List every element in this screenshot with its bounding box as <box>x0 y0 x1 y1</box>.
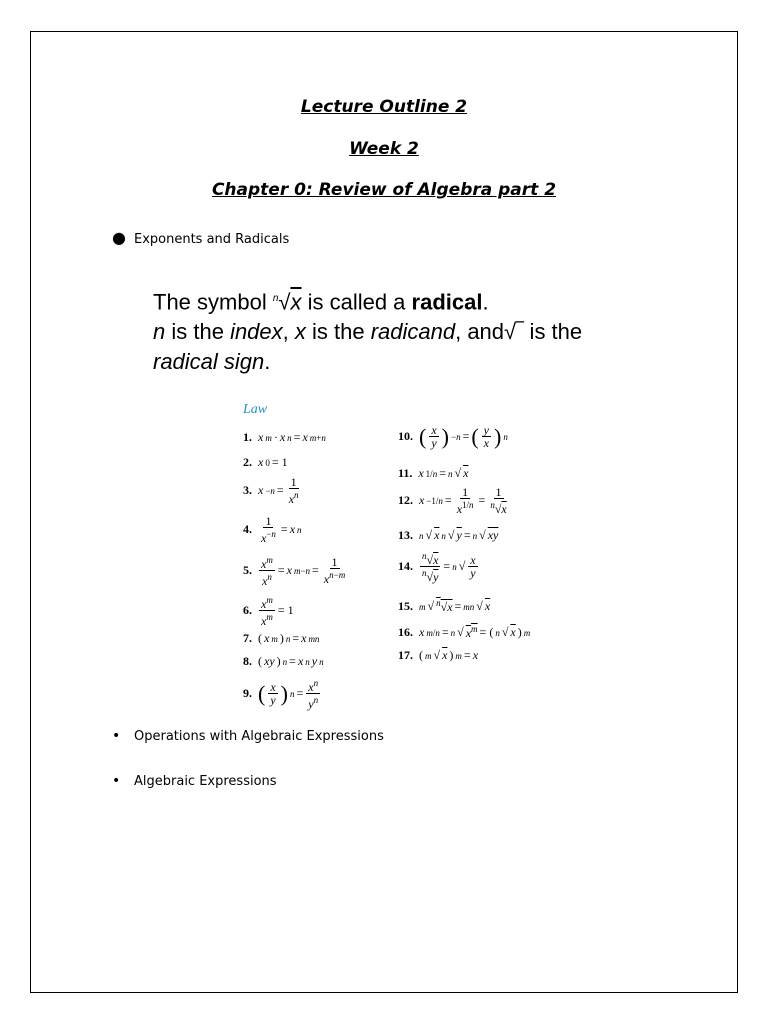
bullet-icon: • <box>112 728 121 744</box>
bullet-exponents <box>112 228 289 247</box>
law-17: 17. ( m √ x ) m = x <box>398 648 479 662</box>
law-13: 13. n √ x n √ y = n √ xy <box>398 528 499 542</box>
law-2: 2. x 0 = 1 <box>243 455 288 469</box>
bullet-text: Operations with Algebraic Expressions <box>134 729 384 744</box>
law-10: 10. ( $\frac{x}{y}$ ) −n = ( $\frac{y}{x}$ ) n <box>398 423 508 450</box>
law-7: 7. ( x m ) n = x mn <box>243 631 320 645</box>
radical-definition <box>153 284 623 377</box>
chapter-title: Chapter 0: Review of Algebra part 2 <box>211 180 557 200</box>
law-9: 9. ( $\frac{x}{y}$ ) n = $\frac{x^n}{y^n}$ <box>243 678 319 711</box>
law-15: 15. m √ $^n$√x = mn √ x <box>398 598 491 614</box>
law-11: 11. x 1/n = n √ x <box>398 466 469 480</box>
law-3: 3. x −n = $\frac{1}{x^n}$ <box>243 475 299 506</box>
bullet-text: Algebraic Expressions <box>134 774 277 789</box>
radical-sign-symbol: √‾ <box>504 319 524 345</box>
bullet-icon: ● <box>112 228 126 247</box>
lecture-title: Lecture Outline 2 <box>300 97 468 117</box>
law-5: 5. $\frac{x^m}{x^n}$ = x m−n = $\frac{1}{x^{n-m}}$ <box>243 555 346 588</box>
week-title: Week 2 <box>349 139 419 159</box>
bullet-operations <box>112 728 384 744</box>
radical-line-1: The symbol $^n$√x is called a radical. <box>153 284 623 317</box>
law-14: 14. $\frac{^n√x}{^n√y}$ = n √ $\frac{x}{y}$ <box>398 551 476 584</box>
law-12: 12. x −1/n = $\frac{1}{x^{1/n}}$ = $\frac{1}{^n√x}$ <box>398 485 507 516</box>
law-8: 8. ( xy ) n = x n y n <box>243 654 324 668</box>
law-1: 1. x m · x n = x m+n <box>243 430 326 444</box>
law-16: 16. x m/n = n √ $x^m$ = ( n √ x ) m <box>398 624 531 640</box>
bullet-algebraic-expressions <box>112 773 277 789</box>
bullet-text: Exponents and Radicals <box>134 232 290 247</box>
radical-line-2: n is the index, x is the radicand, and√‾ is the <box>153 317 623 347</box>
nth-root-x-symbol: $^n$√x <box>272 289 302 315</box>
law-6: 6. $\frac{x^m}{x^m}$ = 1 <box>243 595 294 628</box>
bullet-icon: • <box>112 773 121 789</box>
laws-title: Law <box>243 402 268 417</box>
law-4: 4. $\frac{1}{x^{-n}}$ = x n <box>243 514 302 545</box>
radical-line-3: radical sign. <box>153 349 271 375</box>
exponent-laws-table <box>243 402 543 722</box>
